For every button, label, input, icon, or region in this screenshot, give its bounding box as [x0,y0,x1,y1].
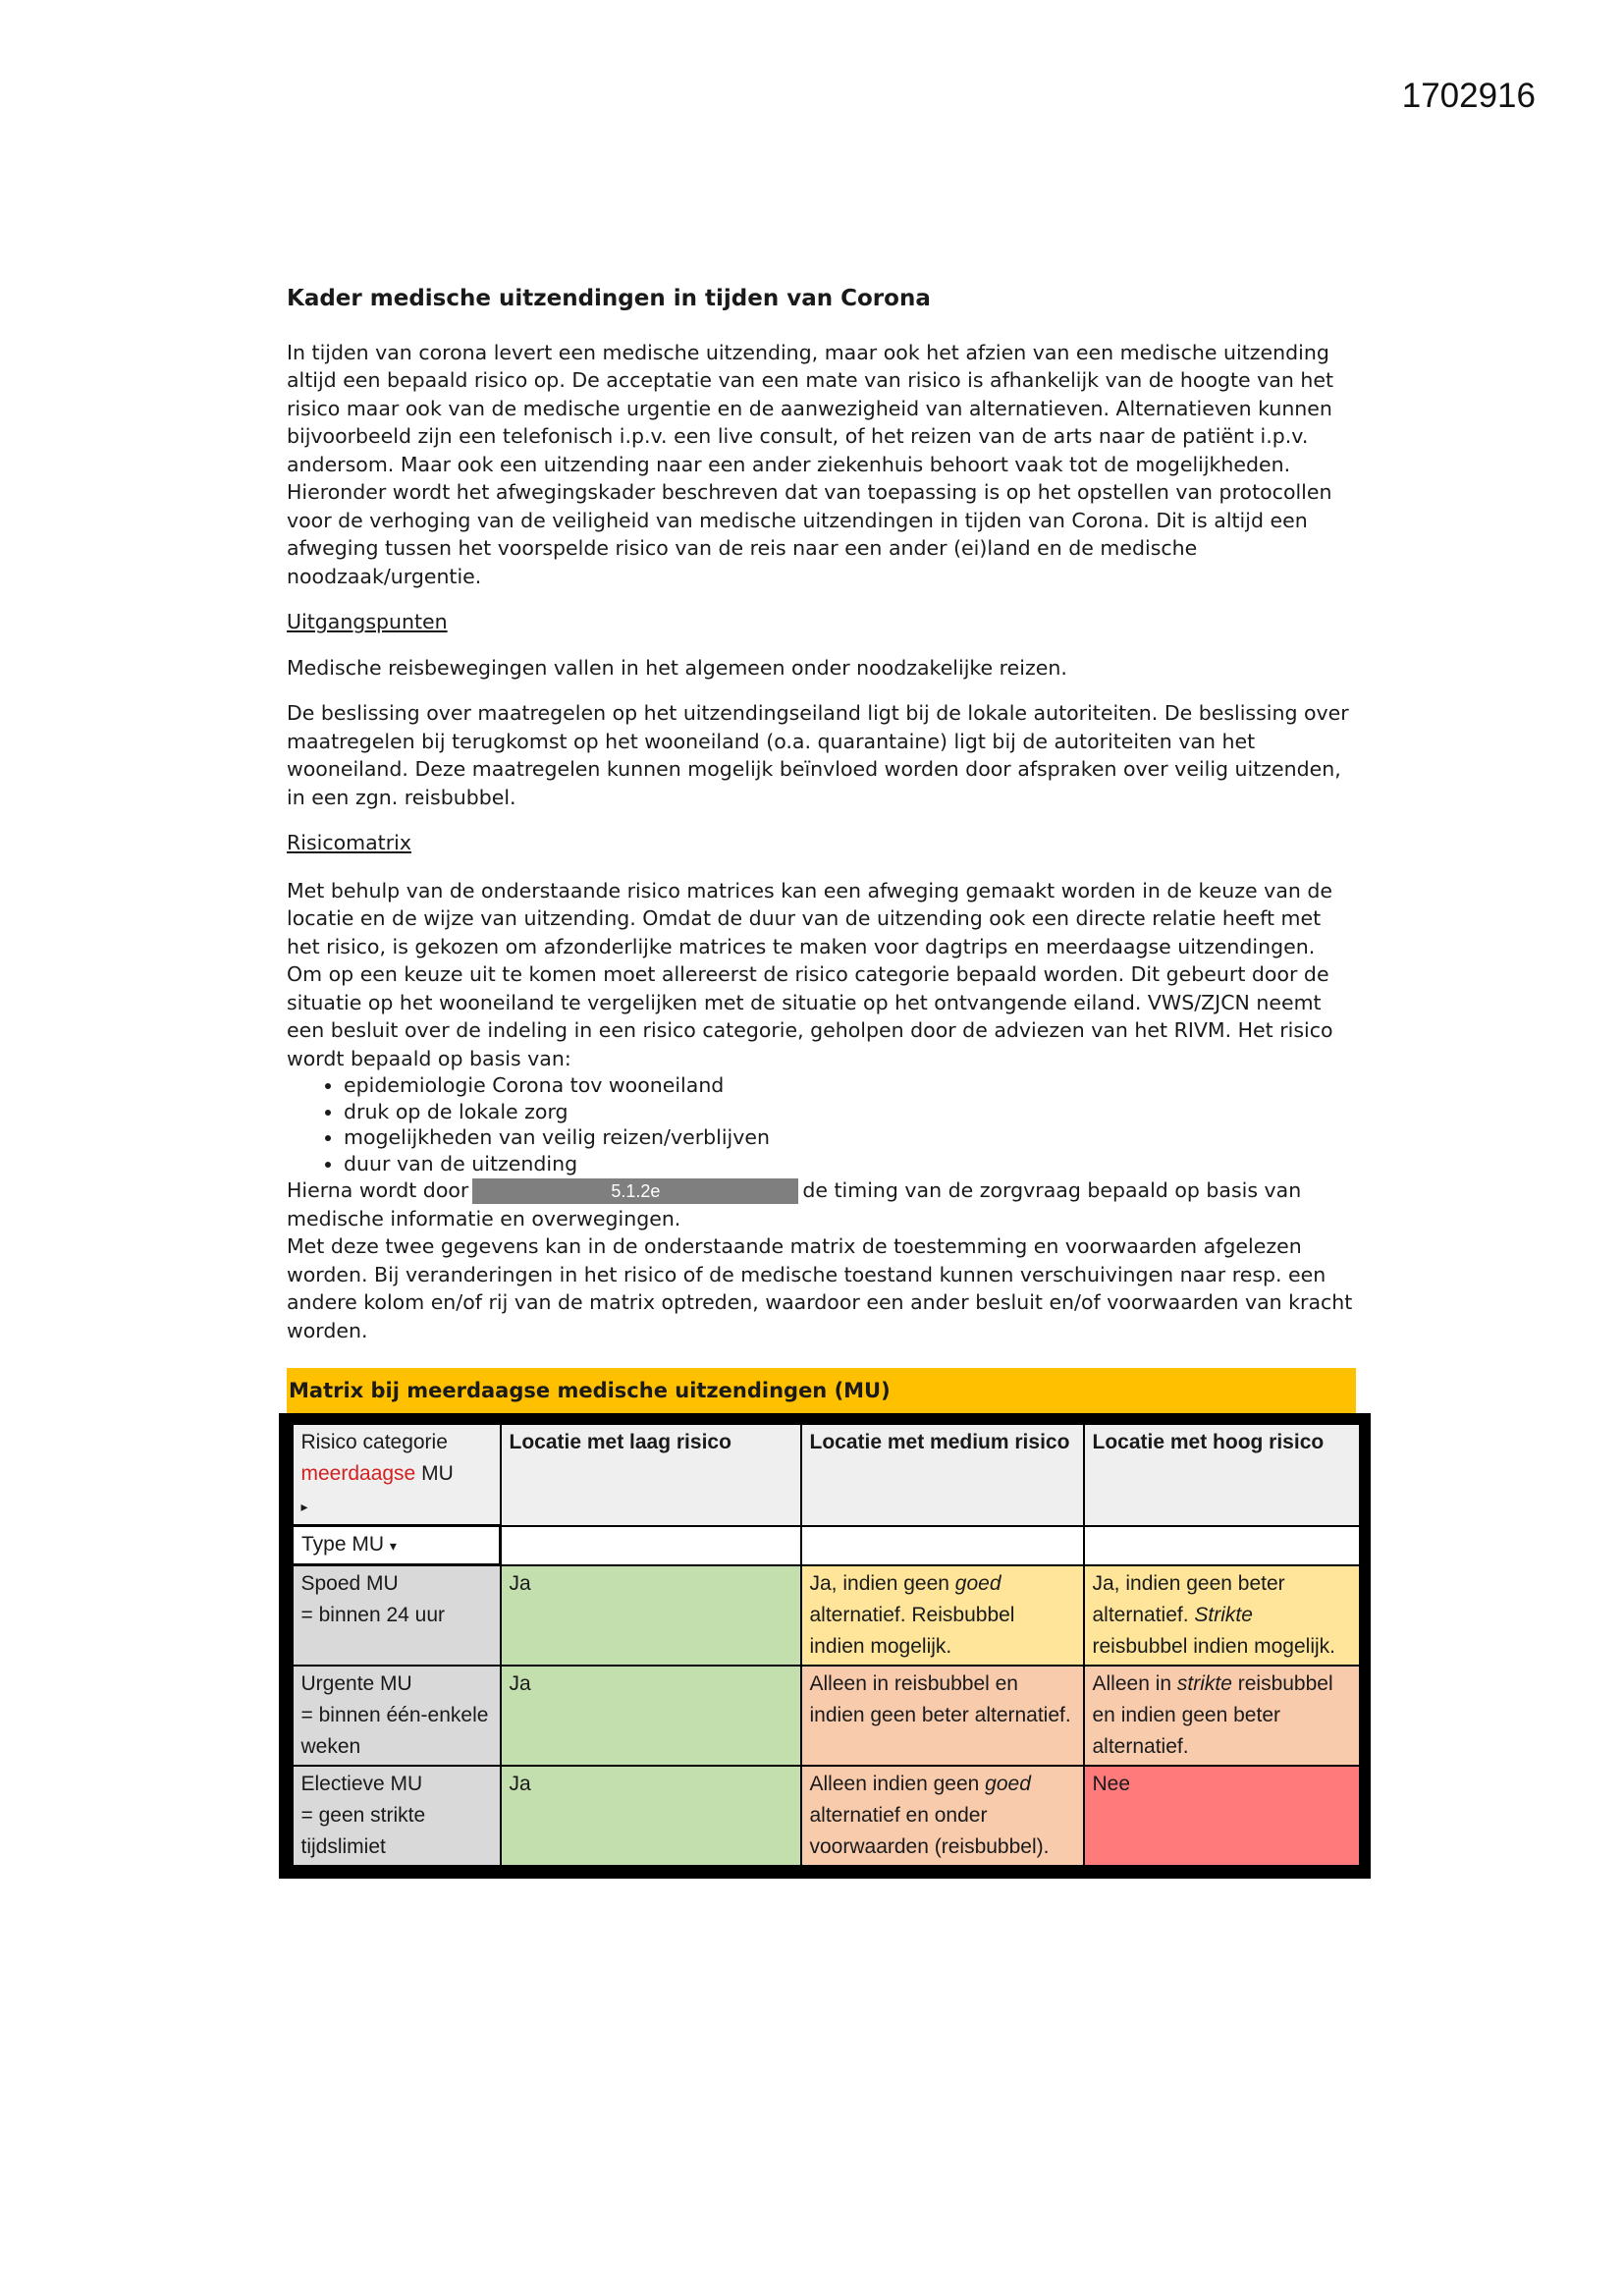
cell-text-italic: goed [985,1772,1031,1795]
corner-label-red: meerdaagse [300,1462,416,1485]
cell-text: reisbubbel en indien geen beter alternatief. [1092,1671,1333,1758]
cell-urgent-laag: Ja [501,1666,801,1766]
row-header-urgent [293,1666,501,1766]
cell-spoed-laag: Ja [501,1565,801,1666]
cell-text: Nee [1092,1772,1131,1795]
cell-text: Ja, indien geen beter alternatief. [1092,1571,1285,1626]
timing-text-after: de timing van de zorgvraag bepaald op basis van medische informatie en overwegingen. [287,1178,1302,1230]
paragraph-timing [287,1176,1357,1232]
cell-electief-medium [801,1766,1084,1866]
cell-urgent-medium [801,1666,1084,1766]
cell-text: Alleen in [1092,1671,1177,1695]
table-row [293,1766,1361,1866]
cell-urgent-hoog [1084,1666,1361,1766]
paragraph-maatregelen: De beslissing over maatregelen op het uitzendingseiland ligt bij de lokale autoriteiten. De beslissing over maatregelen bij terugkomst op het wooneiland (o.a. quarantaine) ligt bij de autoriteiten van het wooneiland. Deze maatregelen kunnen mogelijk beïnvloed worden door afspraken over veilig uitzenden, in een zgn. reisbubbel. [287,701,1349,809]
list-item: • mogelijkheden van veilig reizen/verblijven [344,1124,1357,1151]
table-cell [501,1526,801,1565]
risk-matrix-frame [279,1413,1371,1879]
column-header-hoog: Locatie met hoog risico [1084,1424,1361,1526]
cell-spoed-medium [801,1565,1084,1666]
list-item: • duur van de uitzending [344,1151,1357,1177]
list-item: • epidemiologie Corona tov wooneiland [344,1072,1357,1099]
cell-text-italic: Strikte [1194,1603,1253,1626]
section-heading-risicomatrix: Risicomatrix [287,831,411,854]
cell-text-italic: goed [954,1571,1001,1595]
dropdown-arrow-icon[interactable]: ▾ [389,1538,397,1554]
cell-text: Alleen in reisbubbel en indien geen beter alternatief. [809,1671,1071,1726]
row-sublabel: = binnen één-enkele weken [300,1703,489,1758]
table-row [293,1666,1361,1766]
matrix-title: Matrix bij meerdaagse medische uitzendingen (MU) [287,1368,1356,1413]
row-sublabel: = binnen 24 uur [300,1604,446,1626]
table-cell [1084,1526,1361,1565]
risk-matrix-table [291,1423,1361,1867]
paragraph-matrix-uitleg: Met deze twee gegevens kan in de onderstaande matrix de toestemming en voorwaarden afgelezen worden. Bij veranderingen in het risico of de medische toestand kunnen verschuivingen naar resp. een andere kolom en/of rij van de matrix optreden, waardoor een ander besluit en/of voorwaarden van kracht worden. [287,1234,1353,1342]
redaction-box: 5.1.2e [472,1178,798,1204]
cell-text: alternatief en onder voorwaarden (reisbubbel). [809,1803,1050,1858]
cell-text: Alleen indien geen [809,1772,986,1795]
type-mu-filter[interactable] [293,1526,501,1565]
type-mu-label: Type MU [301,1533,385,1556]
row-header-spoed [293,1565,501,1666]
section-heading-uitgangspunten: Uitgangspunten [287,610,448,633]
corner-label: Risico categorie [300,1431,448,1453]
row-label: Spoed MU [300,1572,399,1595]
cell-electief-hoog [1084,1766,1361,1866]
timing-text-before: Hierna wordt door [287,1178,469,1202]
cell-text-italic: strikte [1176,1671,1232,1695]
corner-label-mu: MU [421,1462,454,1485]
cell-spoed-hoog [1084,1565,1361,1666]
table-cell [801,1526,1084,1565]
document-number: 1702916 [1401,77,1536,115]
paragraph-reisbewegingen: Medische reisbewegingen vallen in het algemeen onder noodzakelijke reizen. [287,655,1067,680]
caret-right-icon[interactable]: ▸ [300,1499,308,1514]
row-sublabel: = geen strikte tijdslimiet [300,1803,426,1858]
document-body [287,285,1357,1879]
matrix-corner-cell [293,1424,501,1526]
risk-factor-list [287,1072,1357,1176]
table-row [293,1565,1361,1666]
paragraph-risico-categorie: Om op een keuze uit te komen moet allereerst de risico categorie bepaald worden. Dit gebeurt door de situatie op het wooneiland te vergelijken met de situatie op het ontvangende eiland. VWS/ZJCN neemt een besluit over de indeling in een risico categorie, geholpen door de adviezen van het RIVM. Het risico wordt bepaald op basis van: [287,962,1333,1070]
row-header-electief [293,1766,501,1866]
column-header-medium: Locatie met medium risico [801,1424,1084,1526]
row-label: Electieve MU [300,1772,423,1795]
column-header-laag: Locatie met laag risico [501,1424,801,1526]
cell-text: Ja, indien geen [809,1571,955,1595]
list-item: • druk op de lokale zorg [344,1099,1357,1125]
paragraph-risico-matrices: Met behulp van de onderstaande risico matrices kan een afweging gemaakt worden in de keuze van de locatie en de wijze van uitzending. Omdat de duur van de uitzending ook een directe relatie heeft met het risico, is gekozen om afzonderlijke matrices te maken voor dagtrips en meerdaagse uitzendingen. [287,878,1333,958]
intro-paragraph: In tijden van corona levert een medische uitzending, maar ook het afzien van een medische uitzending altijd een bepaald risico op. De acceptatie van een mate van risico is afhankelijk van de hoogte van het risico maar ook van de medische urgentie en de aanwezigheid van alternatieven. Alternatieven kunnen bijvoorbeeld zijn een telefonisch i.p.v. een live consult, of het reizen van de arts naar de patiënt i.p.v. andersom. Maar ook een uitzending naar een ander ziekenhuis behoort vaak tot de mogelijkheden. Hieronder wordt het afwegingskader beschreven dat van toepassing is op het opstellen van protocollen voor de verhoging van de veiligheid van medische uitzendingen in tijden van Corona. Dit is altijd een afweging tussen het voorspelde risico van de reis naar een ander (ei)land en de medische noodzaak/urgentie. [287,340,1334,588]
row-label: Urgente MU [300,1671,412,1695]
cell-text: reisbubbel indien mogelijk. [1092,1634,1335,1658]
cell-electief-laag: Ja [501,1766,801,1866]
cell-text: alternatief. Reisbubbel indien mogelijk. [809,1603,1015,1658]
document-title: Kader medische uitzendingen in tijden van Corona [287,286,931,311]
